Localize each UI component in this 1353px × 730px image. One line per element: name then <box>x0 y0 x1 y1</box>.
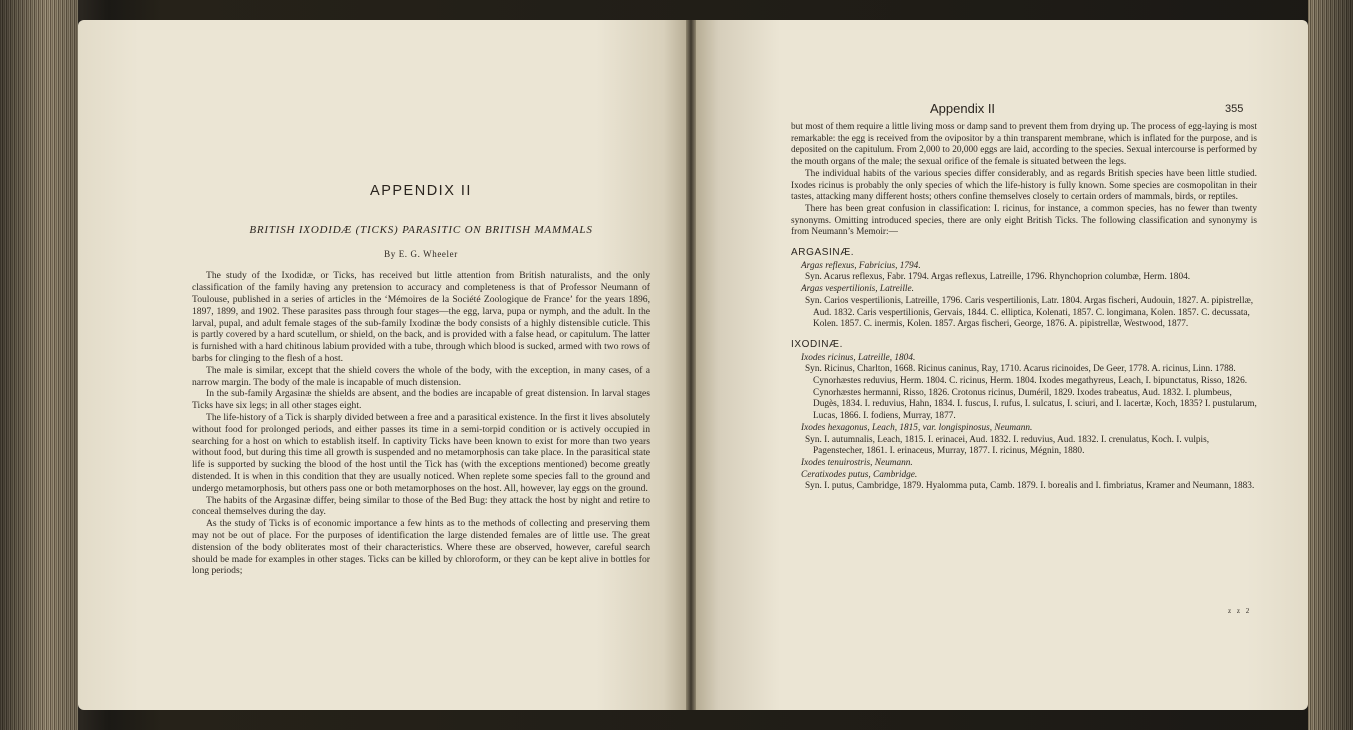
section-heading-ixodinae: IXODINÆ. <box>791 338 844 350</box>
synonymy-text: Syn. I. putus, Cambridge, 1879. Hyalomma puta, Camb. 1879. I. borealis and I. fimbriatus, Kramer and Neumann, 1883. <box>805 481 1255 492</box>
paragraph: The individual habits of the various species differ considerably, and as regards British species have been little studied. Ixodes ricinus is probably the only species of which the life-history is fully known. Some species are cosmopolitan in their tastes, attacking many different hosts; others confine themselves closely to certain orders of mammals, birds, or reptiles. <box>791 168 1257 203</box>
species-entry: Argas reflexus, Fabricius, 1794. <box>801 260 921 271</box>
book-gutter <box>686 20 696 710</box>
synonymy-text: Syn. Ricinus, Charlton, 1668. Ricinus caninus, Ray, 1710. Acarus ricinoides, De Geer, 1778. A. ricinus, Linn. 1788. Cynorhæstes reduvius, Herm. 1804. C. ricinus, Herm. 1804. Ixodes megathyreus, Leach, I. bipunctatus, Risso, 1826. Cynorhæstes hermanni, Risso, 1826. Crotonus ricinus, Duméril, 1829. Ixodes trabeatus, Aud. 1832. I. plumbeus, Dugès, 1834. I. reduvius, Hahn, 1834. I. fuscus, I. rufus, I. sulcatus, I. sciuri, and I. lacertæ, Koch, 1835? I. pustularum, Lucas, 1866. I. fodiens, Murray, 1877. <box>805 364 1257 422</box>
signature-mark: z z 2 <box>1228 607 1252 615</box>
right-page-edges <box>1308 0 1353 730</box>
species-entry: Ixodes tenuirostris, Neumann. <box>801 457 913 468</box>
author-byline: By E. G. Wheeler <box>384 248 458 259</box>
appendix-heading: APPENDIX II <box>370 183 472 199</box>
paragraph: The habits of the Argasinæ differ, being similar to those of the Bed Bug: they attack the host by night and retire to conceal themselves during the day. <box>192 494 650 518</box>
species-entry: Argas vespertilionis, Latreille. <box>801 284 914 295</box>
left-page-edges <box>0 0 78 730</box>
paragraph: The male is similar, except that the shield covers the whole of the body, with the exception, in many cases, of a narrow margin. The body of the male is incapable of much distension. <box>192 364 650 388</box>
right-page-content <box>791 122 1257 493</box>
species-entry: Ixodes hexagonus, Leach, 1815, var. longispinosus, Neumann. <box>801 422 1033 433</box>
left-page-content <box>192 183 650 577</box>
appendix-subtitle: BRITISH IXODIDÆ (TICKS) PARASITIC ON BRITISH MAMMALS <box>249 223 593 236</box>
synonymy-text: Syn. I. autumnalis, Leach, 1815. I. erinacei, Aud. 1832. I. reduvius, Aud. 1832. I. crenulatus, Koch. I. vulpis, Pagenstecher, 1861. I. erinaceus, Murray, 1877. I. ricinus, Mégnin, 1880. <box>805 434 1210 457</box>
paragraph: There has been great confusion in classification: I. ricinus, for instance, a common species, has no fewer than twenty synonyms. Omitting introduced species, there are only eight British Ticks. The following classification and synonymy is from Neumann’s Memoir:— <box>791 203 1257 238</box>
species-entry: Ceratixodes putus, Cambridge. <box>801 469 918 480</box>
synonymy-text: Syn. Carios vespertilionis, Latreille, 1796. Caris vespertilionis, Latr. 1804. Argas fischeri, Audouin, 1827. A. pipistrellæ, Aud. 1832. Caris vespertilionis, Gervais, 1844. C. elliptica, Kolenati, 1857. C. longimana, Kolen. 1857. C. decussata, Kolen. 1857. C. inermis, Kolen. 1857. Argas fischeri, George, 1876. A. pipistrellæ, Westwood, 1877. <box>805 295 1254 330</box>
paragraph: As the study of Ticks is of economic importance a few hints as to the methods of collecting and preserving them may not be out of place. For the purposes of identification the large distended females are of little use. The great distension of the body obliterates most of their characteristics. Where these are observed, however, careful search should be made for examples in other stages. Ticks can be killed by chloroform, or they can be kept alive in bottles for long periods; <box>192 518 650 577</box>
synonymy-text: Syn. Acarus reflexus, Fabr. 1794. Argas reflexus, Latreille, 1796. Rhynchoprion columbæ, Herm. 1804. <box>805 272 1191 283</box>
paragraph: In the sub-family Argasinæ the shields are absent, and the bodies are incapable of great distension. In larval stages Ticks have six legs; in all other stages eight. <box>192 388 650 412</box>
paragraph: but most of them require a little living moss or damp sand to prevent them from drying up. The process of egg-laying is most remarkable: the egg is received from the ovipositor by a thin transparent membrane, which is inflated for the purpose, and is deposited on the capitulum. From 2,000 to 20,000 eggs are laid, according to the species. Sexual intercourse is performed by the mouth organs of the male; the sexual orifice of the female is situated between the legs. <box>791 122 1257 168</box>
paragraph: The life-history of a Tick is sharply divided between a free and a parasitical existence. In the first it lives absolutely without food for prolonged periods, and either passes its time in a semi-torpid condition or is actively occupied in searching for a host on which to establish itself. In captivity Ticks have been known to exist for more than two years without food, but during this time all growth is suspended and no metamorphosis can take place. In the parasitical state life is supported by sucking the blood of the host until the Tick has (with the exceptions mentioned) become greatly distended. It is when in this condition that they are usually noticed. When replete some species fall to the ground and undergo metamorphosis, but others pass one or both metamorphoses on the host. All, however, lay eggs on the ground. <box>192 411 650 494</box>
page-number: 355 <box>1225 103 1244 115</box>
section-heading-argasinae: ARGASINÆ. <box>791 247 855 259</box>
running-head: Appendix II <box>930 101 996 116</box>
paragraph: The study of the Ixodidæ, or Ticks, has received but little attention from British naturalists, and the only classification of the family having any pretension to accuracy and completeness is that of Professor Neumann of Toulouse, published in a series of articles in the ‘Mémoires de la Société Zoologique de France’ for the years 1896, 1897, 1899, and 1902. These parasites pass through four stages—the egg, larva, pupa or nymph, and the adult. In the larval, pupal, and adult female stages of the sub-family Ixodinæ the body consists of a highly distensible cuticle. This is partly covered by a hard scutellum, or shield, on the back, and is provided with a false head, or capitulum. The latter is furnished with a hard chitinous labium provided with a tube, through which blood is sucked, armed with two rows of barbs for clinging to the flesh of a host. <box>192 270 650 364</box>
species-entry: Ixodes ricinus, Latreille, 1804. <box>801 352 916 363</box>
